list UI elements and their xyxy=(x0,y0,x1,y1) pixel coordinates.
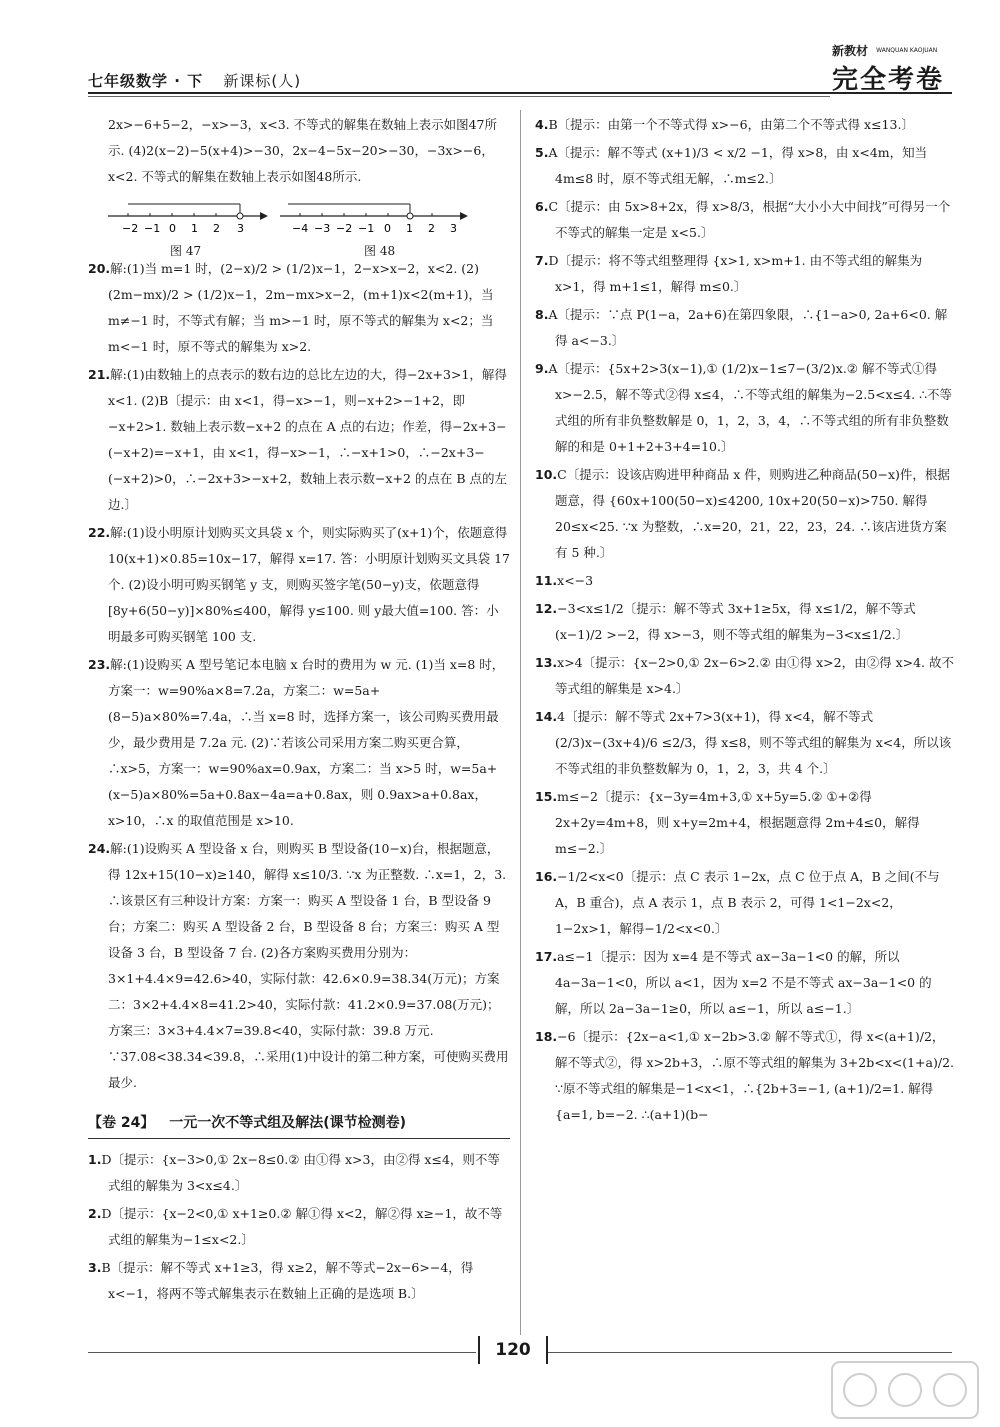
answer-text: 解:(1)设小明原计划购买文具袋 x 个，则实际购买了(x+1)个，依题意得 10(x+1)×0.85=10x−17，解得 x=17. 答：小明原计划购买文具袋 17 个. (2)设小明可购买钢笔 y 支，则购买签字笔(50−y)支，依题意得[8y+6(50−y)]×80%≤400，解得 y≤100. 则 y最大值=100. 答：小明最多可购买钢笔 100 支. xyxy=(108,525,510,644)
question-r13 xyxy=(535,650,955,702)
question-number: 8. xyxy=(535,307,549,322)
question-number: 23. xyxy=(88,657,111,672)
number-line-47 xyxy=(108,204,268,235)
question-number: 15. xyxy=(535,789,558,804)
question-r18 xyxy=(535,1024,955,1128)
grade-subject: 七年级数学 · 下 xyxy=(88,72,204,90)
section-question-2 xyxy=(88,1201,510,1253)
question-r6 xyxy=(535,194,955,246)
question-number: 12. xyxy=(535,601,558,616)
answer-text: D〔提示：{x−2<0,① x+1≥0.② 解①得 x<2，解②得 x≥−1，故不等式组的解集为−1≤x<2.〕 xyxy=(101,1206,503,1247)
brand-main: 完全考卷 xyxy=(832,65,945,95)
number-lines-figure xyxy=(88,194,510,256)
question-number: 16. xyxy=(535,869,558,884)
answer-text: B〔提示：由第一个不等式得 x>−6，由第二个不等式得 x≤13.〕 xyxy=(548,117,914,132)
question-number: 20. xyxy=(88,261,111,276)
answer-text: −3<x≤1/2〔提示：解不等式 3x+1≥5x，得 x≤1/2，解不等式 (x−1)/2 >−2，得 x>−3，则不等式组的解集为−3<x≤1/2.〕 xyxy=(555,601,916,642)
question-number: 18. xyxy=(535,1029,558,1044)
tick-label: −2 xyxy=(122,222,139,235)
section-name: 一元一次不等式组及解法 xyxy=(169,1115,324,1131)
answer-text: D〔提示：将不等式组整理得 {x>1, x>m+1. 由不等式组的解集为 x>1，得 m+1≤1，解得 m≤0.〕 xyxy=(548,253,923,294)
question-number: 24. xyxy=(88,841,111,856)
edition: 新课标(人) xyxy=(223,72,302,90)
answer-text: A〔提示：{5x+2>3(x−1),① (1/2)x−1≤7−(3/2)x.② 解不等式①得 x>−2.5，解不等式②得 x≤4，∴不等式组的解集为−2.5<x≤4. ∴不等式组的所有非负整数解是 0，1，2，3，4，∴不等式组的所有非负整数解的和是 0+1+2+3+4=10.〕 xyxy=(548,361,953,454)
column-divider xyxy=(520,110,521,1335)
answer-text: −6〔提示：{2x−a<1,① x−2b>3.② 解不等式①，得 x<(a+1)/2，解不等式②，得 x>2b+3，∴原不等式组的解集为 3+2b<x<(1+a)/2. ∵原不等式组的解集是−1<x<1，∴{2b+3=−1, (a+1)/2=1. 解得 {a=1, b=−2. ∴(a+1)(b− xyxy=(555,1029,954,1122)
tick-label: 2 xyxy=(213,222,220,235)
tick-label: −1 xyxy=(144,222,161,235)
tick-label: 1 xyxy=(191,222,198,235)
answer-text: 解:(1)当 m=1 时，(2−x)/2 > (1/2)x−1，2−x>x−2，x<2. (2)(2m−mx)/2 > (1/2)x−1，2m−mx>x−2，(m+1)x<2(m+1)，当 m≠−1 时，不等式有解；当 m>−1 时，原不等式的解集为 x<2；当 m<−1 时，原不等式的解集为 x>2. xyxy=(108,261,494,354)
answer-text: a≤−1〔提示：因为 x=4 是不等式 ax−3a−1<0 的解，所以 4a−3a−1<0，所以 a<1，因为 x=2 不是不等式 ax−3a−1<0 的解，所以 2a−3a−1≥0，所以 a≤−1，所以 a≤−1.〕 xyxy=(555,949,932,1016)
question-number: 17. xyxy=(535,949,558,964)
page-number: 120 xyxy=(478,1336,548,1364)
answer-text: B〔提示：解不等式 x+1≥3，得 x≥2，解不等式−2x−6>−4，得 x<−1，将两不等式解集表示在数轴上正确的是选项 B.〕 xyxy=(101,1260,474,1301)
question-number: 5. xyxy=(535,145,549,160)
question-number: 22. xyxy=(88,525,111,540)
question-number: 9. xyxy=(535,361,549,376)
question-r17 xyxy=(535,944,955,1022)
brand-logo xyxy=(832,40,952,96)
answer-text: x>4〔提示：{x−2>0,① 2x−6>2.② 由①得 x>2，由②得 x>4. 故不等式组的解集是 x>4.〕 xyxy=(555,655,954,696)
question-number: 2. xyxy=(88,1206,102,1221)
question-r14 xyxy=(535,704,955,782)
section-question-3 xyxy=(88,1255,510,1307)
section-heading xyxy=(88,1110,510,1139)
question-22 xyxy=(88,520,510,650)
question-number: 3. xyxy=(88,1260,102,1275)
section-kind: (课节检测卷) xyxy=(323,1115,407,1131)
question-number: 4. xyxy=(535,117,549,132)
header-left xyxy=(88,70,301,91)
tick-label: −2 xyxy=(336,222,353,235)
q19-continuation: 2x>−6+5−2，−x>−3，x<3. 不等式的解集在数轴上表示如图47所示. (4)2(x−2)−5(x+4)>−30，2x−4−5x−20>−30，−3x>−6，x<2. 不等式的解集在数轴上表示如图48所示. xyxy=(108,117,498,184)
answer-text: 解:(1)设购买 A 型号笔记本电脑 x 台时的费用为 w 元. (1)当 x=8 时，方案一：w=90%a×8=7.2a，方案二：w=5a+(8−5)a×80%=7.4a，∴当 x=8 时，选择方案一，该公司购买费用最少，最少费用是 7.2a 元. (2)∵若该公司采用方案二购买更合算，∴x>5，方案一：w=90%ax=0.9ax，方案二：当 x>5 时，w=5a+(x−5)a×80%=5a+0.8ax−4a=a+0.8ax，则 0.9ax>a+0.8ax，x>10，∴x 的取值范围是 x>10. xyxy=(108,657,505,828)
question-r9 xyxy=(535,356,955,460)
question-23 xyxy=(88,652,510,834)
tick-label: 3 xyxy=(450,222,457,235)
tick-label: 0 xyxy=(169,222,176,235)
question-r15 xyxy=(535,784,955,862)
question-number: 11. xyxy=(535,573,558,588)
footer-rule-right xyxy=(548,1352,952,1353)
question-number: 7. xyxy=(535,253,549,268)
brand-top: 新教材 xyxy=(832,44,869,58)
right-column xyxy=(535,112,955,1130)
answer-text: 解:(1)设购买 A 型设备 x 台，则购买 B 型设备(10−x)台，根据题意，得 12x+15(10−x)≥140，解得 x≤10/3. ∵x 为正整数. ∴x=1，2，3. ∴该景区有三种设计方案：方案一：购买 A 型设备 1 台，B 型设备 9 台；方案二：购买 A 型设备 2 台，B 型设备 8 台；方案三：购买 A 型设备 3 台，B 型设备 7 台. (2)各方案购买费用分别为：3×1+4.4×9=42.6>40，实际付款：42.6×0.9=38.34(万元)；方案二：3×2+4.4×8=41.2>40，实际付款：41.2×0.9=37.08(万元)；方案三：3×3+4.4×7=39.8<40，实际付款：39.8 万元. ∵37.08<38.34<39.8，∴采用(1)中设计的第二种方案，可使购买费用最少. xyxy=(108,841,509,1090)
figure-47-caption: 图 47 xyxy=(170,244,202,258)
question-number: 14. xyxy=(535,709,558,724)
question-r4 xyxy=(535,112,955,138)
question-number: 21. xyxy=(88,367,111,382)
tick-label: 3 xyxy=(237,222,244,235)
watermark-stamp-icon xyxy=(830,1360,980,1420)
header-rule xyxy=(88,92,952,94)
question-number: 13. xyxy=(535,655,558,670)
figure-48-caption: 图 48 xyxy=(364,244,396,258)
answer-text: 解:(1)由数轴上的点表示的数右边的总比左边的大，得−2x+3>1，解得 x<1. (2)B〔提示：由 x<1，得−x>−1，则−x+2>−1+2，即−x+2>1. 数轴上表示数−x+2 的点在 A 点的右边；作差，得−2x+3−(−x+2)=−x+1，由 x<1，得−x>−1，∴−x+1>0，∴−2x+3−(−x+2)>0，∴−2x+3>−x+2，数轴上表示数−x+2 的点在 B 点的左边.〕 xyxy=(108,367,508,512)
tick-label: 0 xyxy=(384,222,391,235)
number-line-48 xyxy=(280,204,468,235)
section-question-1 xyxy=(88,1147,510,1199)
question-number: 1. xyxy=(88,1152,102,1167)
answer-text: C〔提示：设该店购进甲种商品 x 件，则购进乙种商品(50−x)件，根据题意，得 {60x+100(50−x)≤4200, 10x+20(50−x)>750. 解得 20≤x<25. ∵x 为整数，∴x=20，21，22，23，24. ∴该店进货方案有 5 种.〕 xyxy=(555,467,950,560)
left-column xyxy=(88,112,510,1309)
tick-label: −1 xyxy=(358,222,375,235)
question-r16 xyxy=(535,864,955,942)
tick-label: 2 xyxy=(428,222,435,235)
question-r12 xyxy=(535,596,955,648)
answer-text: A〔提示：∵点 P(1−a，2a+6)在第四象限，∴{1−a>0, 2a+6<0. 解得 a<−3.〕 xyxy=(548,307,948,348)
answer-text: A〔提示：解不等式 (x+1)/3 < x/2 −1，得 x>8，由 x<4m，知当 4m≤8 时，原不等式组无解，∴m≤2.〕 xyxy=(548,145,928,186)
tick-label: −4 xyxy=(292,222,309,235)
question-number: 6. xyxy=(535,199,549,214)
answer-text: −1/2<x<0〔提示：点 C 表示 1−2x，点 C 位于点 A，B 之间(不与 A，B 重合)，点 A 表示 1，点 B 表示 2，可得 1<1−2x<2，1−2x>1，解得−1/2<x<0.〕 xyxy=(555,869,940,936)
question-r11 xyxy=(535,568,955,594)
question-20 xyxy=(88,256,510,360)
answer-text: C〔提示：由 5x>8+2x，得 x>8/3，根据“大小小大中间找”可得另一个不等式的解集一定是 x<5.〕 xyxy=(548,199,951,240)
question-r7 xyxy=(535,248,955,300)
question-r10 xyxy=(535,462,955,566)
question-21 xyxy=(88,362,510,518)
question-number: 10. xyxy=(535,467,558,482)
tick-label: 1 xyxy=(406,222,413,235)
section-tag: 【卷 24】 xyxy=(88,1115,155,1131)
number-line-svg xyxy=(88,194,510,256)
header-rule-thin xyxy=(88,96,830,97)
answer-text: D〔提示：{x−3>0,① 2x−8≤0.② 由①得 x>3，由②得 x≤4，则不等式组的解集为 3<x≤4.〕 xyxy=(101,1152,500,1193)
answer-text: x<−3 xyxy=(557,573,594,588)
question-r5 xyxy=(535,140,955,192)
answer-text: 4〔提示：解不等式 2x+7>3(x+1)，得 x<4，解不等式 (2/3)x−(3x+4)/6 ≤2/3，得 x≤8，则不等式组的解集为 x<4，所以该不等式组的非负整数解为 0，1，2，3，共 4 个.〕 xyxy=(555,709,952,776)
footer-rule-left xyxy=(88,1352,476,1353)
question-r8 xyxy=(535,302,955,354)
answer-text: m≤−2〔提示：{x−3y=4m+3,① x+5y=5.② ①+②得 2x+2y=4m+8，则 x+y=2m+4，根据题意得 2m+4≤0，解得 m≤−2.〕 xyxy=(555,789,920,856)
tick-label: −3 xyxy=(314,222,331,235)
question-24 xyxy=(88,836,510,1096)
brand-pinyin: WANQUAN KAOJUAN xyxy=(876,46,938,54)
